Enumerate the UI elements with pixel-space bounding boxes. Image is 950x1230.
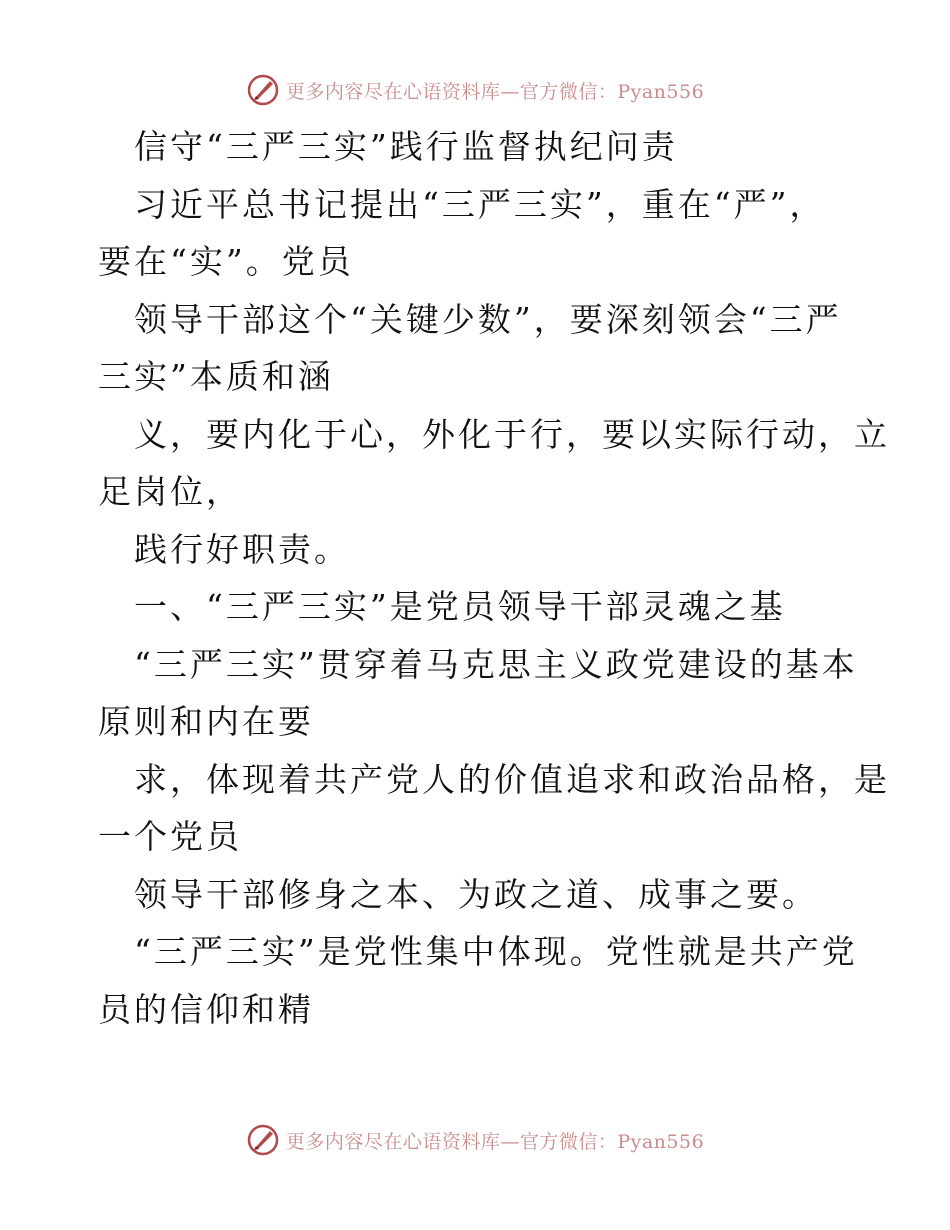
text-line: 原则和内在要 [98,702,314,741]
text-line: 要在“实”。党员 [98,242,354,281]
header-watermark [0,70,950,110]
text-line: 三实”本质和涵 [98,357,334,396]
document-body [98,118,890,1038]
footer-watermark-text: 更多内容尽在心语资料库—官方微信：Pyan556 [285,1130,705,1153]
footer-watermark [0,1120,950,1160]
text-line: 一个党员 [98,817,242,856]
text-line: 求，体现着共产党人的价值追求和政治品格，是 [134,759,890,799]
quill-pen-icon [246,73,280,107]
text-line: 员的信仰和精 [98,989,314,1029]
text-line: 信守“三严三实”践行监督执纪问责 [134,127,678,166]
text-line: 足岗位， [98,472,242,511]
text-line: 一、“三严三实”是党员领导干部灵魂之基 [134,587,786,626]
text-line: 习近平总书记提出“三严三实”，重在“严”， [134,184,826,224]
text-line: 领导干部这个“关键少数”，要深刻领会“三严 [134,299,842,339]
text-line: “三严三实”贯穿着马克思主义政党建设的基本 [134,644,858,684]
text-line: 践行好职责。 [134,529,350,569]
text-line: 义，要内化于心，外化于行，要以实际行动，立 [134,414,890,454]
header-watermark-text: 更多内容尽在心语资料库—官方微信：Pyan556 [285,80,705,103]
text-line: 领导干部修身之本、为政之道、成事之要。 [134,874,818,914]
text-line: “三严三实”是党性集中体现。党性就是共产党 [134,932,858,971]
quill-pen-icon [246,1123,280,1157]
